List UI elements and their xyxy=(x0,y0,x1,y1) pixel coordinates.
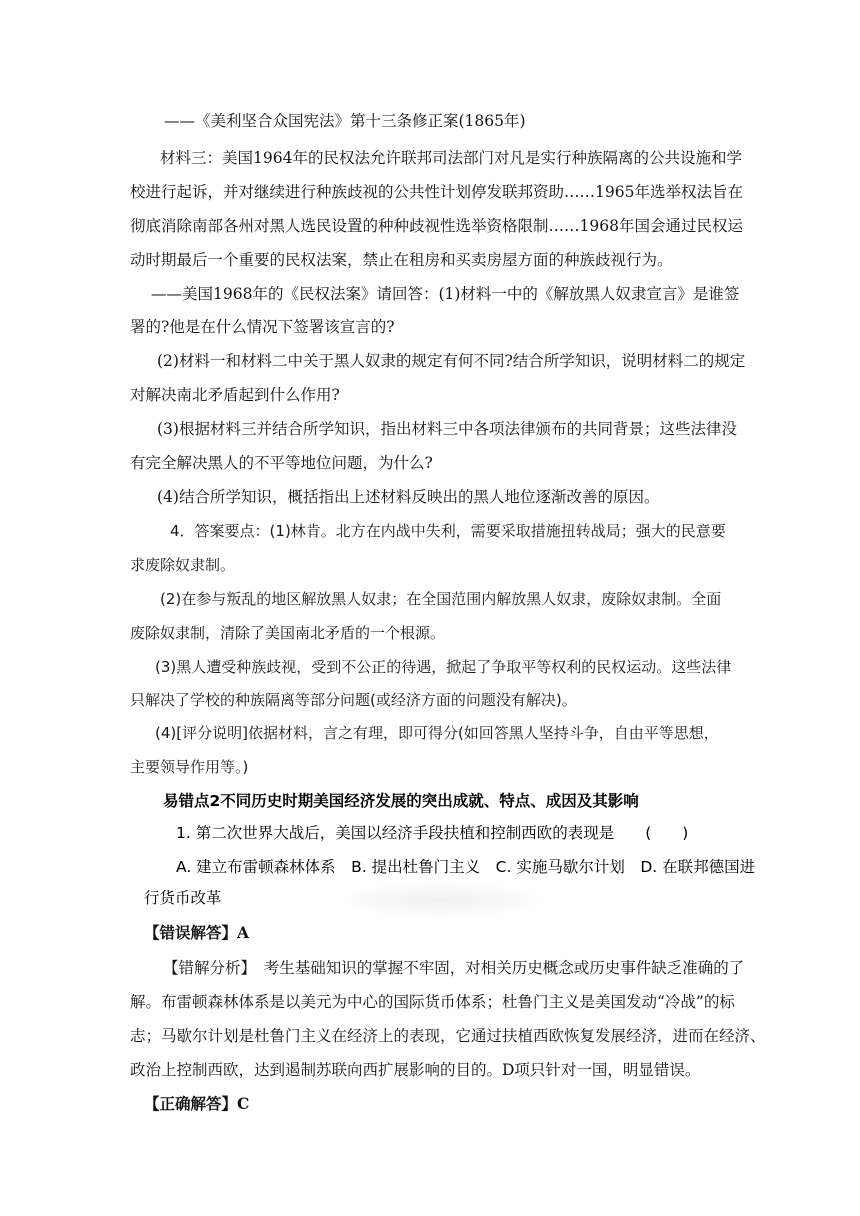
question-2-line-2: 对解决南北矛盾起到什么作用? xyxy=(130,386,340,404)
question-4-line-1: (4)结合所学知识，概括指出上述材料反映出的黑人地位逐渐改善的原因。 xyxy=(157,488,660,506)
mc-options-line-2: 行货币改革 xyxy=(144,889,222,907)
answer-2-line-2: 废除奴隶制，清除了美国南北矛盾的一个根源。 xyxy=(130,624,446,642)
answer-1-line-1: 4．答案要点：(1)林肯。北方在内战中失利，需要采取措施扭转战局；强大的民意要 xyxy=(170,522,726,540)
material-three-line-1: 材料三：美国1964年的民权法允许联邦司法部门对凡是实行种族隔离的公共设施和学 xyxy=(160,149,742,167)
question-3-line-1: (3)根据材料三并结合所学知识，指出材料三中各项法律颁布的共同背景；这些法律没 xyxy=(157,420,737,438)
question-intro-line-2: 署的?他是在什么情况下签署该宣言的? xyxy=(130,318,395,336)
mc-options-line-1: A. 建立布雷顿森林体系 B. 提出杜鲁门主义 C. 实施马歇尔计划 D. 在联邦德国进 xyxy=(176,858,756,876)
mc-question-1: 1. 第二次世界大战后，美国以经济手段扶植和控制西欧的表现是 ( ) xyxy=(176,824,689,842)
answer-3-line-2: 只解决了学校的种族隔离等部分问题(或经济方面的问题没有解决)。 xyxy=(130,691,577,709)
correct-answer: 【正确解答】C xyxy=(144,1094,250,1113)
answer-2-line-1: (2)在参与叛乱的地区解放黑人奴隶；在全国范围内解放黑人奴隶，废除奴隶制。全面 xyxy=(160,590,722,608)
scan-smudge xyxy=(330,880,550,920)
error-analysis-line-4: 政治上控制西欧，达到遏制苏联向西扩展影响的目的。D项只针对一国，明显错误。 xyxy=(130,1061,701,1079)
section-heading-error-point-2: 易错点2不同历史时期美国经济发展的突出成就、特点、成因及其影响 xyxy=(163,792,639,810)
error-analysis-line-1: 【错解分析】 考生基础知识的掌握不牢固，对相关历史概念或历史事件缺乏准确的了 xyxy=(163,959,745,977)
question-intro-line-1: ——美国1968年的《民权法案》请回答：(1)材料一中的《解放黑人奴隶宣言》是谁签 xyxy=(151,285,740,303)
question-3-line-2: 有完全解决黑人的不平等地位问题，为什么? xyxy=(130,454,433,472)
error-analysis-line-2: 解。布雷顿森林体系是以美元为中心的国际货币体系；杜鲁门主义是美国发动“冷战”的标 xyxy=(130,993,735,1011)
wrong-answer: 【错误解答】A xyxy=(144,923,250,942)
material-three-line-4: 动时期最后一个重要的民权法案，禁止在租房和买卖房屋方面的种族歧视行为。 xyxy=(130,251,673,269)
answer-4-line-2: 主要领导作用等。) xyxy=(130,758,249,776)
answer-1-line-2: 求废除奴隶制。 xyxy=(130,556,236,574)
source-amendment-13: ——《美利坚合众国宪法》第十三条修正案(1865年) xyxy=(164,112,526,130)
answer-3-line-1: (3)黑人遭受种族歧视，受到不公正的待遇，掀起了争取平等权利的民权运动。这些法律 xyxy=(155,658,732,676)
question-2-line-1: (2)材料一和材料二中关于黑人奴隶的规定有何不同?结合所学知识，说明材料二的规定 xyxy=(157,352,746,370)
error-analysis-line-3: 志；马歇尔计划是杜鲁门主义在经济上的表现，它通过扶植西欧恢复发展经济，进而在经济、 xyxy=(130,1027,766,1045)
answer-4-line-1: (4)[评分说明]依据材料，言之有理，即可得分(如回答黑人坚持斗争，自由平等思想， xyxy=(155,724,719,742)
material-three-line-3: 彻底消除南部各州对黑人选民设置的种种歧视性选举资格限制……1968年国会通过民权运 xyxy=(130,217,743,235)
material-three-line-2: 校进行起诉，并对继续进行种族歧视的公共性计划停发联邦资助……1965年选举权法旨在 xyxy=(130,183,743,201)
